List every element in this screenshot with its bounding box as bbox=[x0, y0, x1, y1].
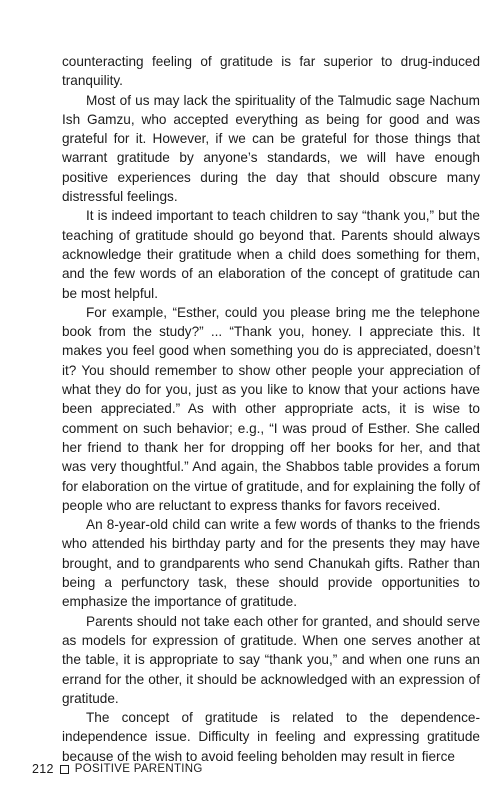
paragraph: An 8-year-old child can write a few words of thanks to the friends who attended his birthday party and for the presents they may have brought, and to grandparents who send Chanukah gifts. Rather than being a perfunctory task, these should provide opportunities to emphasize the importance of gratitude. bbox=[62, 517, 480, 610]
square-box-icon bbox=[60, 765, 69, 774]
body-text bbox=[62, 52, 480, 766]
paragraph: Most of us may lack the spirituality of the Talmudic sage Nachum Ish Gamzu, who accepted everything as being for good and was grateful for it. However, if we can be grateful for those things that warrant gratitude by anyone’s standards, we will have enough positive experiences during the day that should obscure many distressful feelings. bbox=[62, 92, 480, 205]
paragraph: For example, “Esther, could you please bring me the telephone book from the study?” ... “Thank you, honey. I appreciate this. It makes you feel good when something you do is appreciated, doesn’t it? You should remember to show other people your appreciation of what they do for you, just as you like to know that your actions have been appreciated.” As with other appropriate acts, it is wise to comment on such behavior; e.g., “I was proud of Esther. She called her friend to thank her for dropping off her books for her, and that was very thoughtful.” And again, the Shabbos table provides a forum for elaboration on the virtue of gratitude, and for explaining the folly of people who are reluctant to express thanks for favors received. bbox=[62, 304, 480, 513]
page-number: 212 bbox=[32, 762, 54, 776]
paragraph-continuation: counteracting feeling of gratitude is far superior to drug-induced tranquility. bbox=[62, 54, 480, 89]
paragraph: The concept of gratitude is related to the dependence-independence issue. Difficulty in feeling and expressing gratitude because of the wish to avoid feeling beholden may result in fierce bbox=[62, 710, 480, 764]
running-title: POSITIVE PARENTING bbox=[74, 763, 203, 775]
page-footer bbox=[32, 762, 203, 776]
paragraph: It is indeed important to teach children to say “thank you,” but the teaching of gratitude should go beyond that. Parents should always acknowledge their gratitude when a child does something for them, and the few words of an elaboration of the concept of gratitude can be most helpful. bbox=[62, 208, 480, 301]
paragraph: Parents should not take each other for granted, and should serve as models for expression of gratitude. When one serves another at the table, it is appropriate to say “thank you,” and when one runs an errand for the other, it should be acknowledged with an expression of gratitude. bbox=[62, 613, 480, 706]
